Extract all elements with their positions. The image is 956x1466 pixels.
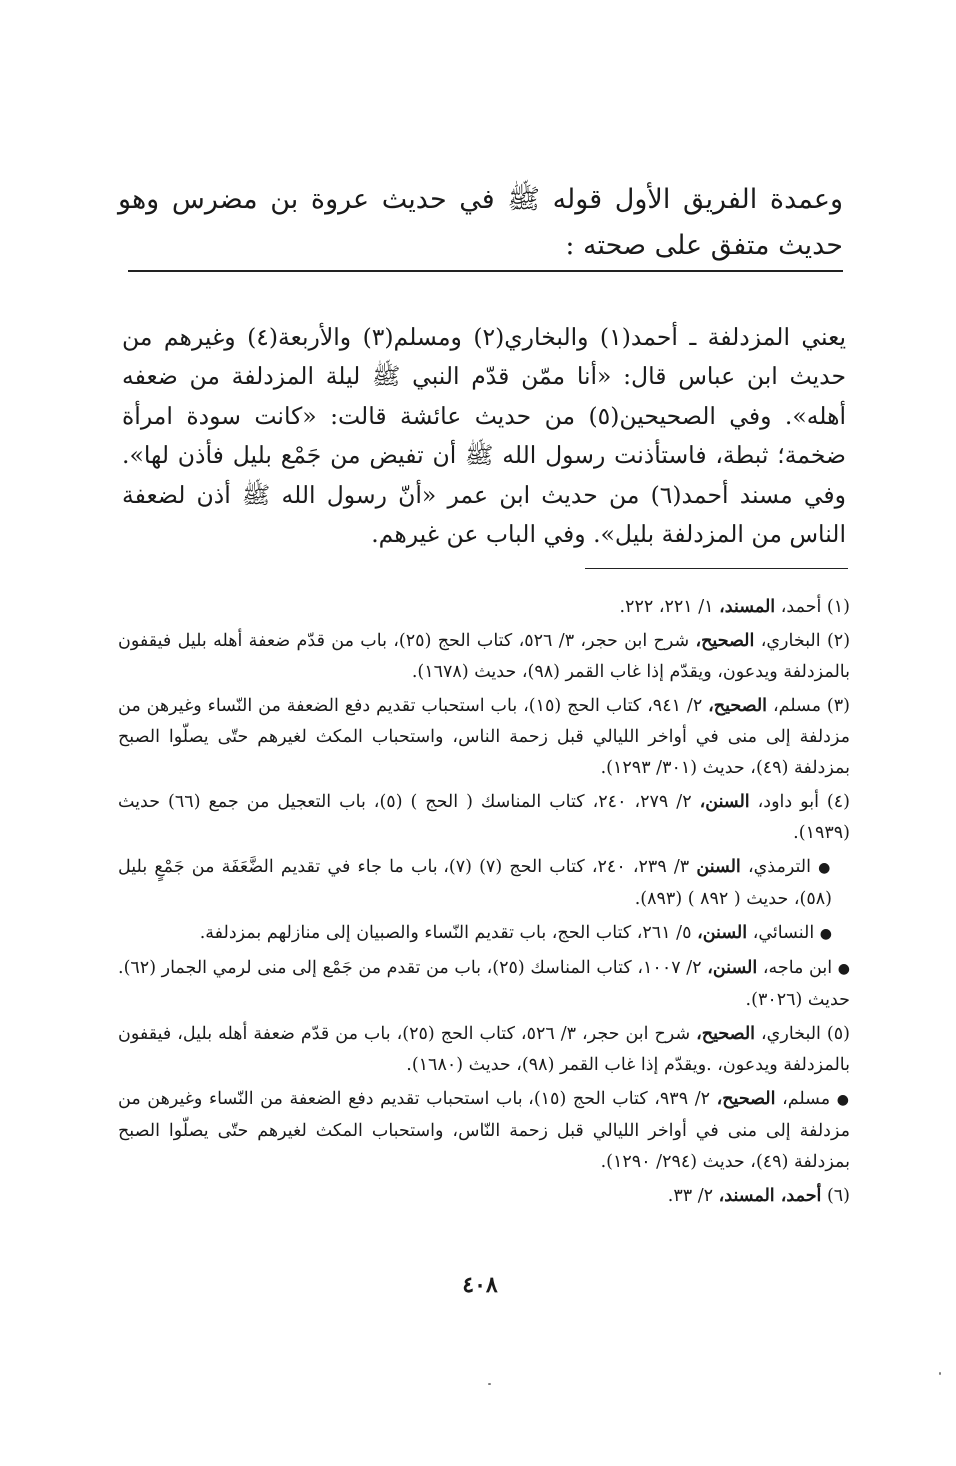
bullet-icon: ● bbox=[836, 1092, 850, 1108]
top-paragraph: وعمدة الفريق الأول قوله ﷺ في حديث عروة بن مضرس وهو حديث متفق على صحته : bbox=[118, 184, 843, 261]
footnote-separator bbox=[585, 568, 848, 569]
footnote-2: (٢) البخاري، الصحيح، شرح ابن حجر، ٣/ ٥٢٦، كتاب الحج (٢٥)، باب من قدّم ضعفة أهله بليل فيقفون بالمزدلفة ويدعون، ويقدّم إذا غاب القمر (٩٨)، حديث (١٦٧٨). bbox=[118, 631, 851, 682]
footnote-4-tirmidhi: ● الترمذي، السنن ٣/ ٢٣٩، ٢٤٠، كتاب الحج (٧) (٧)، باب ما جاء في تقديم الضَّعَفَة من جَمْعٍ بليل (٥٨)، حديث ( ٨٩٢ ) (٨٩٣). bbox=[118, 857, 832, 909]
bullet-icon: ● bbox=[819, 926, 832, 942]
separator-rule bbox=[128, 270, 843, 272]
page-number: ٤٠٨ bbox=[462, 1272, 498, 1298]
bullet-icon: ● bbox=[837, 961, 851, 977]
footnote-5: (٥) البخاري، الصحيح، شرح ابن حجر، ٣/ ٥٢٦، كتاب الحج (٢٥)، باب من قدّم ضعفة أهله بليل، فيقفون بالمزدلفة ويدعون، .ويقدّم إذا غاب القمر (٩٨)، حديث (١٦٨٠). bbox=[118, 1024, 850, 1075]
main-paragraph: يعني المزدلفة ـ أحمد(١) والبخاري(٢) ومسلم(٣) والأربعة(٤) وغيرهم من حديث ابن عباس قال: «أنا ممّن قدّم النبي ﷺ ليلة المزدلفة من ضعفه أهله». وفي الصحيحين(٥) من حديث عائشة قالت: «كانت سودة امرأة ضخمة؛ ثبطة، فاستأذنت رسول الله ﷺ أن تفيض من جَمْع بليل فأذن لها». وفي مسند أحمد(٦) من حديث ابن عمر «أنّ رسول الله ﷺ أذن لضعفة الناس من المزدلفة بليل». وفي الباب عن غيرهم. bbox=[122, 322, 847, 548]
scan-speck bbox=[488, 1383, 491, 1385]
footnote-3: (٣) مسلم، الصحيح، ٢/ ٩٤١، كتاب الحج (١٥)، باب استحباب تقديم دفع الضعفة من النّساء وغيرهن من مزدلفة إلى منى في أواخر الليالي قبل زحمة الناس، واستحباب المكث لغيرهم حتّى يصلّوا الصبح بمزدلفة (٤٩)، حديث (٣٠١/ ١٢٩٣). bbox=[118, 696, 850, 778]
footnote-4: (٤) أبو داود، السنن، ٢/ ٢٧٩، ٢٤٠، كتاب المناسك ( الحج ) (٥)، باب التعجيل من جمع (٦٦) حديث (١٩٣٩). bbox=[118, 792, 850, 843]
bullet-icon: ● bbox=[818, 860, 832, 876]
footnote-4-ibn-majah: ● ابن ماجه، السنن، ٢/ ١٠٠٧، كتاب المناسك (٢٥)، باب من تقدم من جَمْع إلى منى لرمي الجمار (٦٢). حديث (٣٠٢٦). bbox=[118, 958, 851, 1010]
scan-speck bbox=[939, 1372, 941, 1375]
footnotes-block bbox=[118, 592, 850, 1215]
footnote-1: (١) أحمد، المسند، ١/ ٢٢١، ٢٢٢. bbox=[619, 597, 850, 617]
footnote-6: (٦) أحمد، المسند، ٢/ ٣٣. bbox=[667, 1186, 850, 1206]
footnote-4-nasai: ● النسائي، السنن، ٥/ ٢٦١، كتاب الحج، باب تقديم النّساء والصبيان إلى منازلهم بمزدلفة. bbox=[199, 923, 832, 943]
footnote-5-muslim: ● مسلم، الصحيح، ٢/ ٩٣٩، كتاب الحج (١٥)، باب استحباب تقديم دفع الضعفة من النّساء وغيرهن من مزدلفة إلى منى في أواخر الليالي قبل زحمة النّاس، واستحباب المكث لغيرهم حتّى يصلّوا الصبح بمزدلفة (٤٩)، حديث (٢٩٤/ ١٢٩٠). bbox=[118, 1089, 850, 1172]
